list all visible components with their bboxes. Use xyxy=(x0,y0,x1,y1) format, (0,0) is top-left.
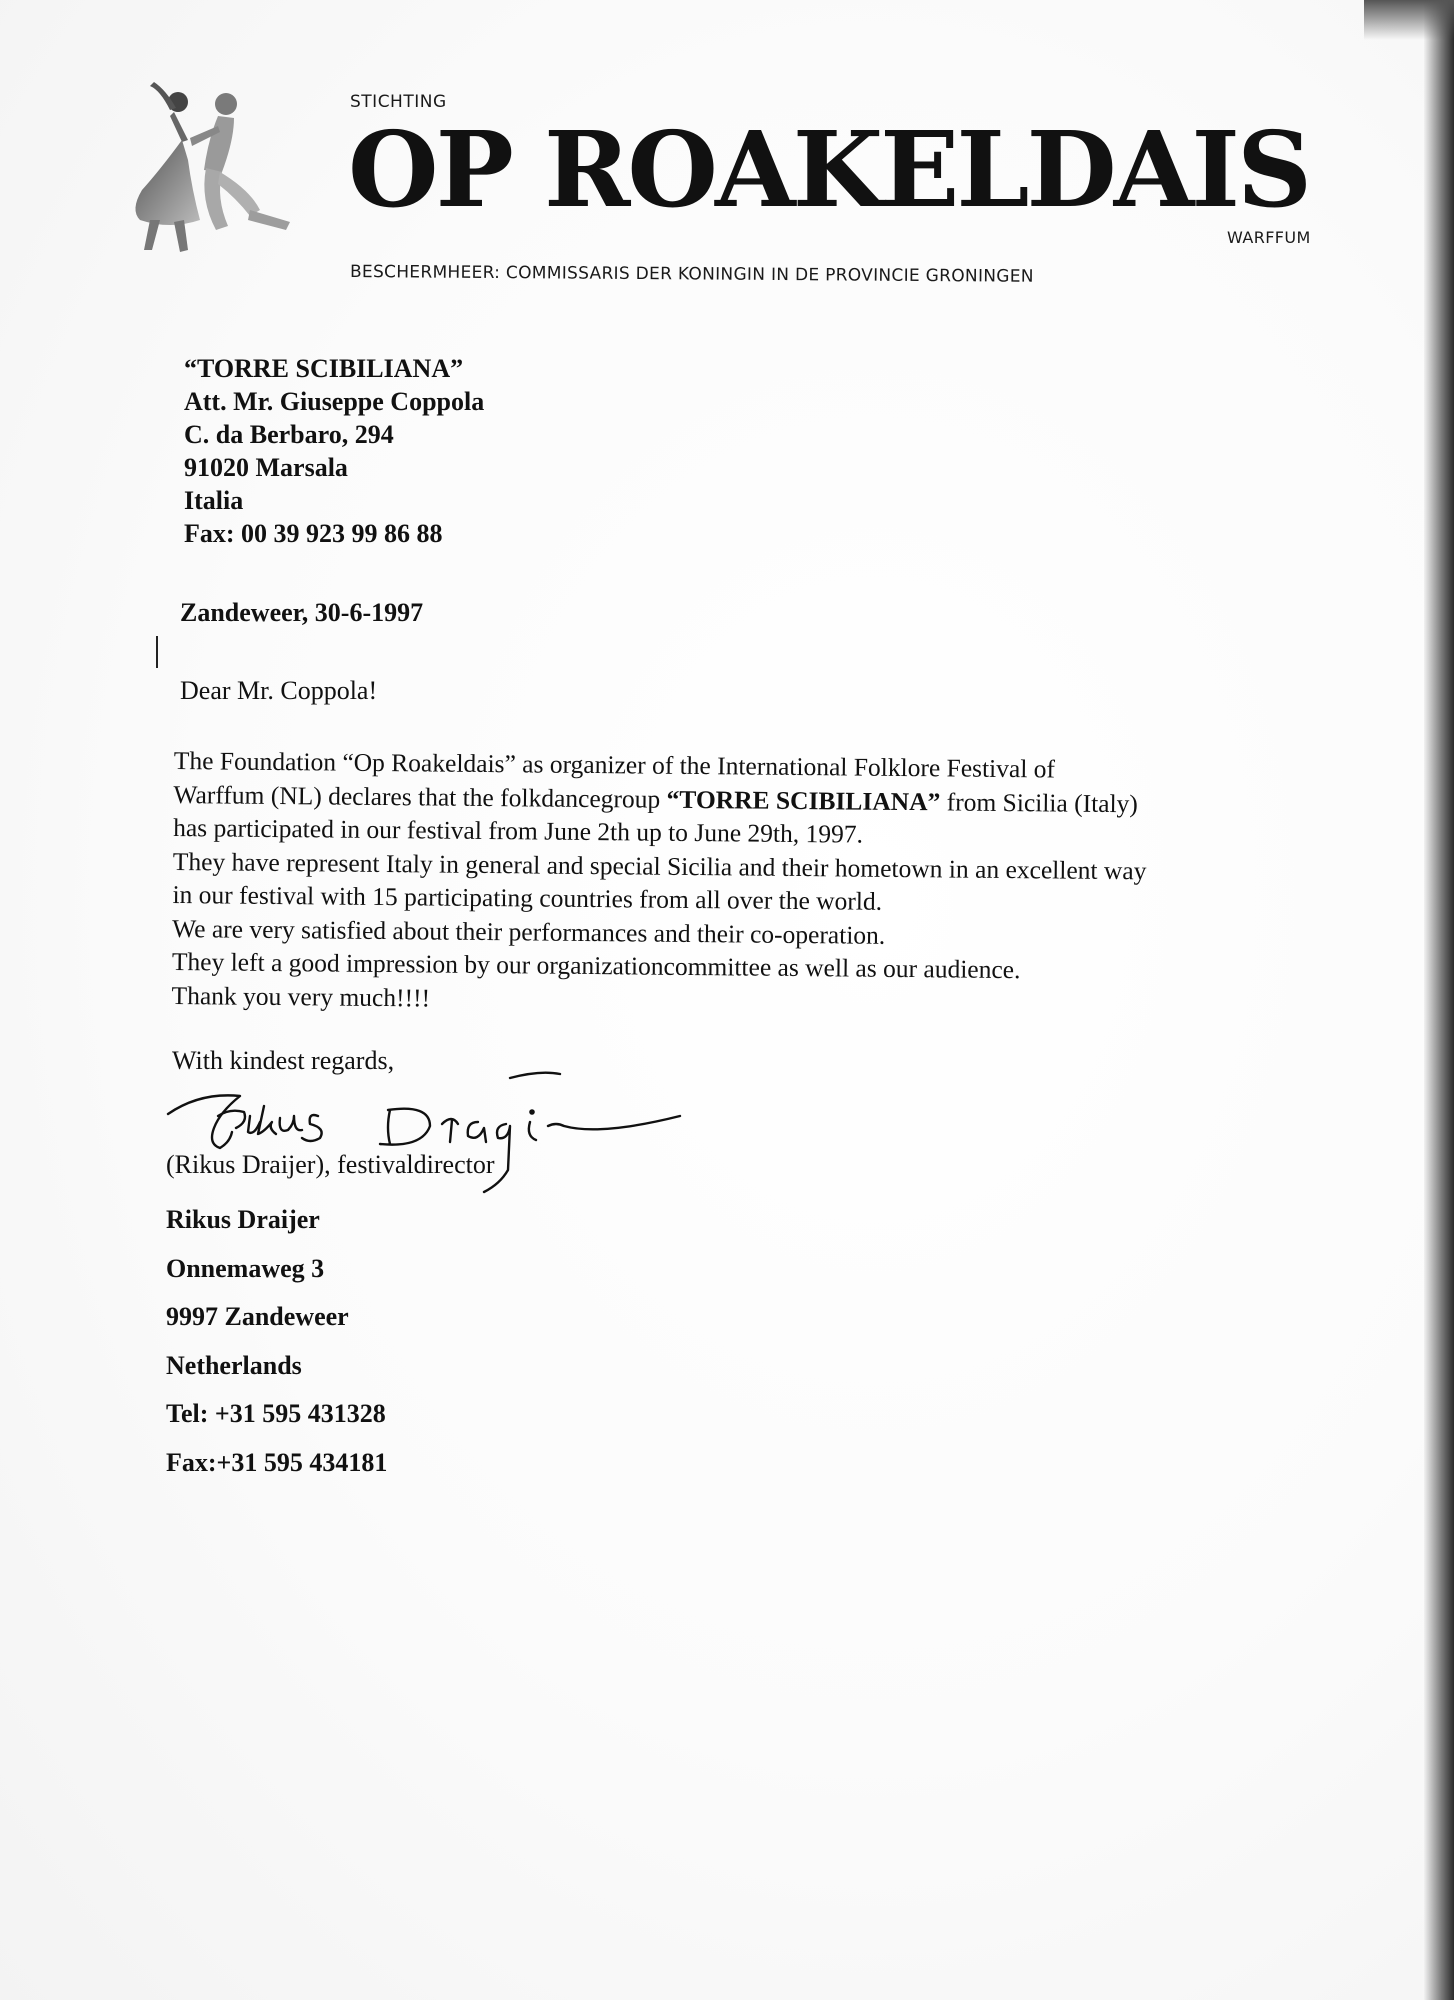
page-corner-shadow xyxy=(1364,0,1454,40)
recipient-line: “TORRE SCIBILIANA” xyxy=(184,354,464,383)
letterhead-org-name: OP ROAKELDAIS xyxy=(348,108,1310,231)
body-line: The Foundation “Op Roakeldais” as organizer of the International Folklore Festival of xyxy=(173,745,1056,784)
contact-country: Netherlands xyxy=(166,1350,302,1380)
body-line: We are very satisfied about their performances and their co-operation. xyxy=(172,913,886,950)
body-line: in our festival with 15 participating countries from all over the world. xyxy=(172,879,883,916)
contact-name: Rikus Draijer xyxy=(166,1205,320,1234)
contact-fax: Fax:+31 595 434181 xyxy=(166,1447,388,1477)
body-line: They have represent Italy in general and special Sicilia and their hometown in an excellent way xyxy=(172,846,1147,885)
contact-city: 9997 Zandeweer xyxy=(166,1302,349,1331)
group-name-bold: “TORRE SCIBILIANA” xyxy=(666,784,941,816)
recipient-line: Italia xyxy=(184,486,244,515)
letter-body xyxy=(171,744,1147,1021)
recipient-line: 91020 Marsala xyxy=(184,453,348,482)
page-edge-shadow xyxy=(1424,0,1454,2000)
recipient-line: Att. Mr. Giuseppe Coppola xyxy=(184,387,485,416)
contact-tel: Tel: +31 595 431328 xyxy=(166,1399,386,1428)
recipient-address xyxy=(184,352,484,550)
recipient-line: C. da Berbaro, 294 xyxy=(184,420,394,449)
body-line: has participated in our festival from June 2th up to June 29th, 1997. xyxy=(173,812,864,849)
letter-date: Zandeweer, 30-6-1997 xyxy=(180,598,424,627)
contact-street: Onnemaweg 3 xyxy=(166,1253,325,1283)
margin-mark xyxy=(156,636,158,668)
sender-contact xyxy=(166,1196,387,1487)
body-line: They left a good impression by our organizationcommittee as well as our audience. xyxy=(171,946,1021,985)
letterhead-patron: BESCHERMHEER: COMMISSARIS DER KONINGIN IN DE PROVINCIE GRONINGEN xyxy=(349,262,1034,287)
recipient-line: Fax: 00 39 923 99 86 88 xyxy=(184,519,443,548)
letterhead-prefix: STICHTING xyxy=(350,92,447,112)
closing: With kindest regards, xyxy=(172,1046,395,1075)
salutation: Dear Mr. Coppola! xyxy=(180,676,378,705)
body-text-segment: Warffum (NL) declares that the folkdancegroup xyxy=(173,779,667,814)
signer-title-line: (Rikus Draijer), festivaldirector xyxy=(166,1150,495,1179)
letterhead-place: WARFFUM xyxy=(1227,228,1311,247)
body-text-segment: from Sicilia (Italy) xyxy=(940,786,1139,818)
body-line: Thank you very much!!!! xyxy=(171,980,431,1012)
dancers-logo-icon xyxy=(130,80,330,260)
